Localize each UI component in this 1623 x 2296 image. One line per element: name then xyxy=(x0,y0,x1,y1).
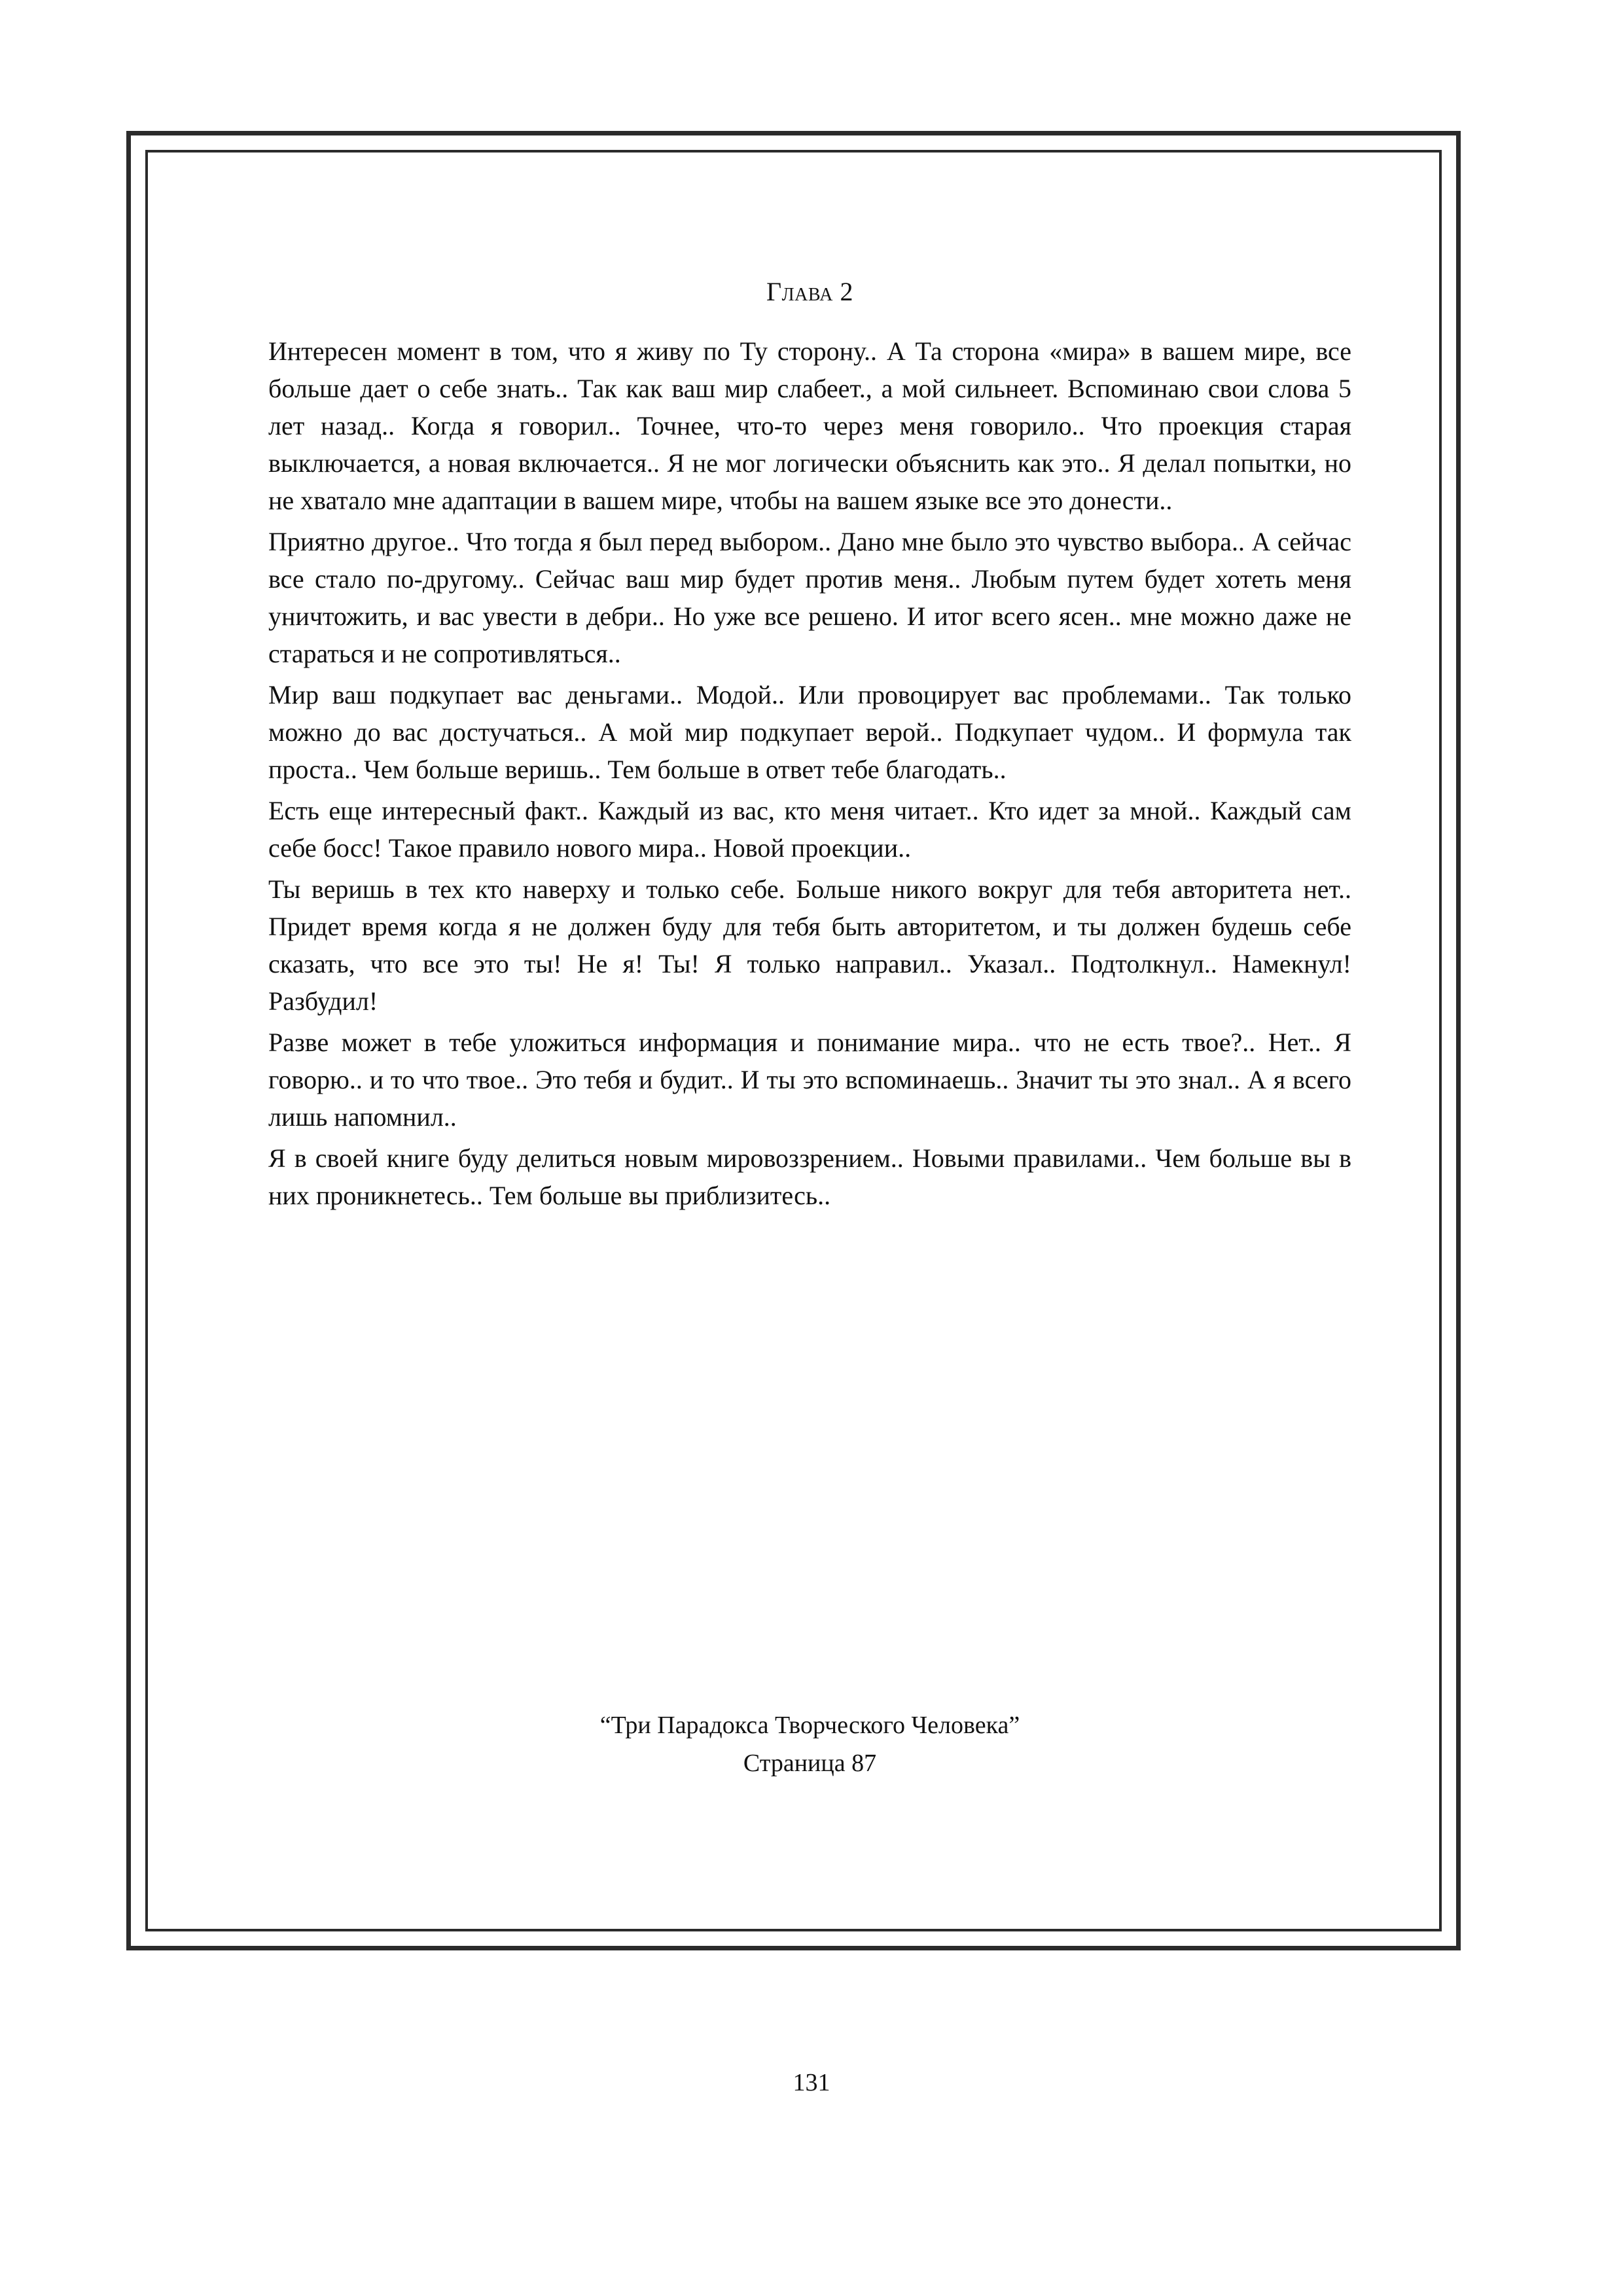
body-text xyxy=(268,332,1351,1214)
paragraph: Мир ваш подкупает вас деньгами.. Модой.. Или провоцирует вас проблемами.. Так только можно до вас достучаться.. А мой мир подкупает верой.. Подкупает чудом.. И формула так проста.. Чем больше веришь.. Тем больше в ответ тебе благодать.. xyxy=(268,680,1351,784)
paragraph: Ты веришь в тех кто наверху и только себе. Больше никого вокруг для тебя авторитета нет.. Придет время когда я не должен буду для тебя быть авторитетом, и ты должен будешь себе сказать, что все это ты! Не я! Ты! Я только направил.. Указал.. Подтолкнул.. Намекнул! Разбудил! xyxy=(268,874,1351,1016)
citation-block xyxy=(268,1708,1351,1780)
paragraph: Приятно другое.. Что тогда я был перед выбором.. Дано мне было это чувство выбора.. А сейчас все стало по-другому.. Сейчас ваш мир будет против меня.. Любым путем будет хотеть меня уничтожить, и вас увести в дебри.. Но уже все решено. И итог всего ясен.. мне можно даже не стараться и не сопротивляться.. xyxy=(268,527,1351,668)
paragraph: Я в своей книге буду делиться новым мировоззрением.. Новыми правилами.. Чем больше вы в них проникнетесь.. Тем больше вы приблизитесь.. xyxy=(268,1143,1351,1210)
chapter-heading: Глава 2 xyxy=(766,277,853,306)
citation-title: “Три Парадокса Творческого Человека” xyxy=(599,1712,1020,1739)
page-folio-number: 131 xyxy=(793,2069,830,2096)
paragraph: Разве может в тебе уложиться информация и понимание мира.. что не есть твое?.. Нет.. Я говорю.. и то что твое.. Это тебя и будит.. И ты это вспоминаешь.. Значит ты это знал.. А я всего лишь напомнил.. xyxy=(268,1028,1351,1132)
paragraph: Есть еще интересный факт.. Каждый из вас, кто меня читает.. Кто идет за мной.. Каждый сам себе босс! Такое правило нового мира.. Новой проекции.. xyxy=(268,796,1351,863)
citation-page-reference: Страница 87 xyxy=(743,1749,877,1777)
page-content xyxy=(268,275,1351,1214)
paragraph: Интересен момент в том, что я живу по Ту сторону.. А Та сторона «мира» в вашем мире, все больше дает о себе знать.. Так как ваш мир слабеет., а мой сильнеет. Вспоминаю свои слова 5 лет назад.. Когда я говорил.. Точнее, что-то через меня говорило.. Что проекция старая выключается, а новая включается.. Я не мог логически объяснить как это.. Я делал попытки, но не хватало мне адаптации в вашем мире, чтобы на вашем языке все это донести.. xyxy=(268,336,1351,515)
